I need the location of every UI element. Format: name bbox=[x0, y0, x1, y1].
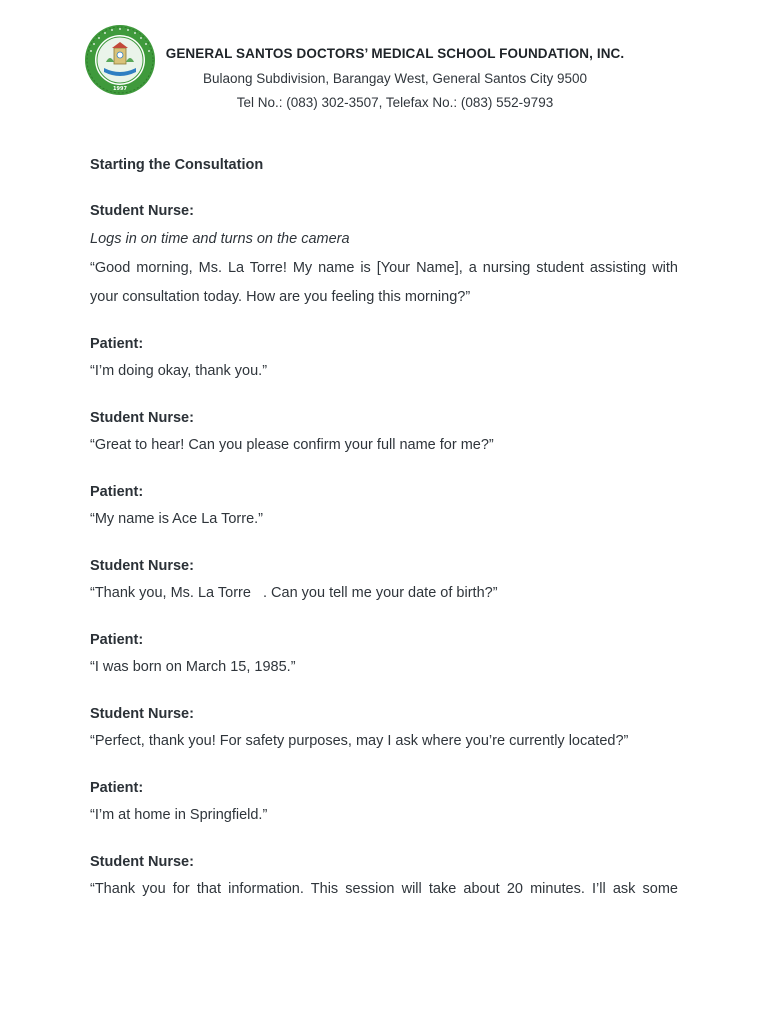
stage-direction: Logs in on time and turns on the camera bbox=[90, 231, 350, 247]
dialogue-line: “I was born on March 15, 1985.” bbox=[90, 659, 296, 675]
dialogue-turn bbox=[90, 627, 678, 682]
speaker-label: Student Nurse: bbox=[90, 558, 194, 574]
dialogue-line: “Great to hear! Can you please confirm your full name for me?” bbox=[90, 437, 494, 453]
speaker-label: Patient: bbox=[90, 336, 144, 352]
dialogue-turn bbox=[90, 331, 678, 386]
organization-contact: Tel No.: (083) 302-3507, Telefax No.: (083) 552-9793 bbox=[236, 95, 554, 110]
dialogue-turn bbox=[90, 701, 678, 756]
dialogue-line: “My name is Ace La Torre.” bbox=[90, 511, 263, 527]
organization-address: Bulaong Subdivision, Barangay West, General Santos City 9500 bbox=[203, 71, 587, 86]
dialogue-line: “Good morning, Ms. La Torre! My name is [Your Name], a nursing student assisting with bbox=[90, 260, 678, 276]
dialogue-turn bbox=[90, 553, 678, 608]
section-title: Starting the Consultation bbox=[90, 157, 264, 173]
speaker-label: Student Nurse: bbox=[90, 706, 194, 722]
dialogue-turn bbox=[90, 849, 678, 904]
dialogue-line: “Thank you for that information. This session will take about 20 minutes. I’ll ask some bbox=[90, 881, 678, 897]
dialogue-line: “I’m doing okay, thank you.” bbox=[90, 363, 268, 379]
dialogue-turn bbox=[90, 405, 678, 460]
school-seal-logo bbox=[84, 24, 156, 96]
letterhead bbox=[84, 24, 684, 120]
document-body bbox=[90, 152, 678, 923]
speaker-label: Student Nurse: bbox=[90, 203, 194, 219]
speaker-label: Student Nurse: bbox=[90, 410, 194, 426]
dialogue-turn bbox=[90, 479, 678, 534]
speaker-label: Patient: bbox=[90, 780, 144, 796]
dialogue-line: “Thank you, Ms. La Torre . Can you tell me your date of birth?” bbox=[90, 585, 498, 601]
organization-name: GENERAL SANTOS DOCTORS’ MEDICAL SCHOOL FOUNDATION, INC. bbox=[165, 46, 625, 61]
dialogue-turn bbox=[90, 775, 678, 830]
dialogue-line: “I’m at home in Springfield.” bbox=[90, 807, 268, 823]
speaker-label: Patient: bbox=[90, 484, 144, 500]
dialogue-turn bbox=[90, 198, 678, 312]
speaker-label: Patient: bbox=[90, 632, 144, 648]
speaker-label: Student Nurse: bbox=[90, 854, 194, 870]
dialogue-line: “Perfect, thank you! For safety purposes, may I ask where you’re currently located?” bbox=[90, 733, 629, 749]
dialogue-line: your consultation today. How are you feeling this morning?” bbox=[90, 289, 471, 305]
seal-year: 1997 bbox=[113, 86, 127, 92]
